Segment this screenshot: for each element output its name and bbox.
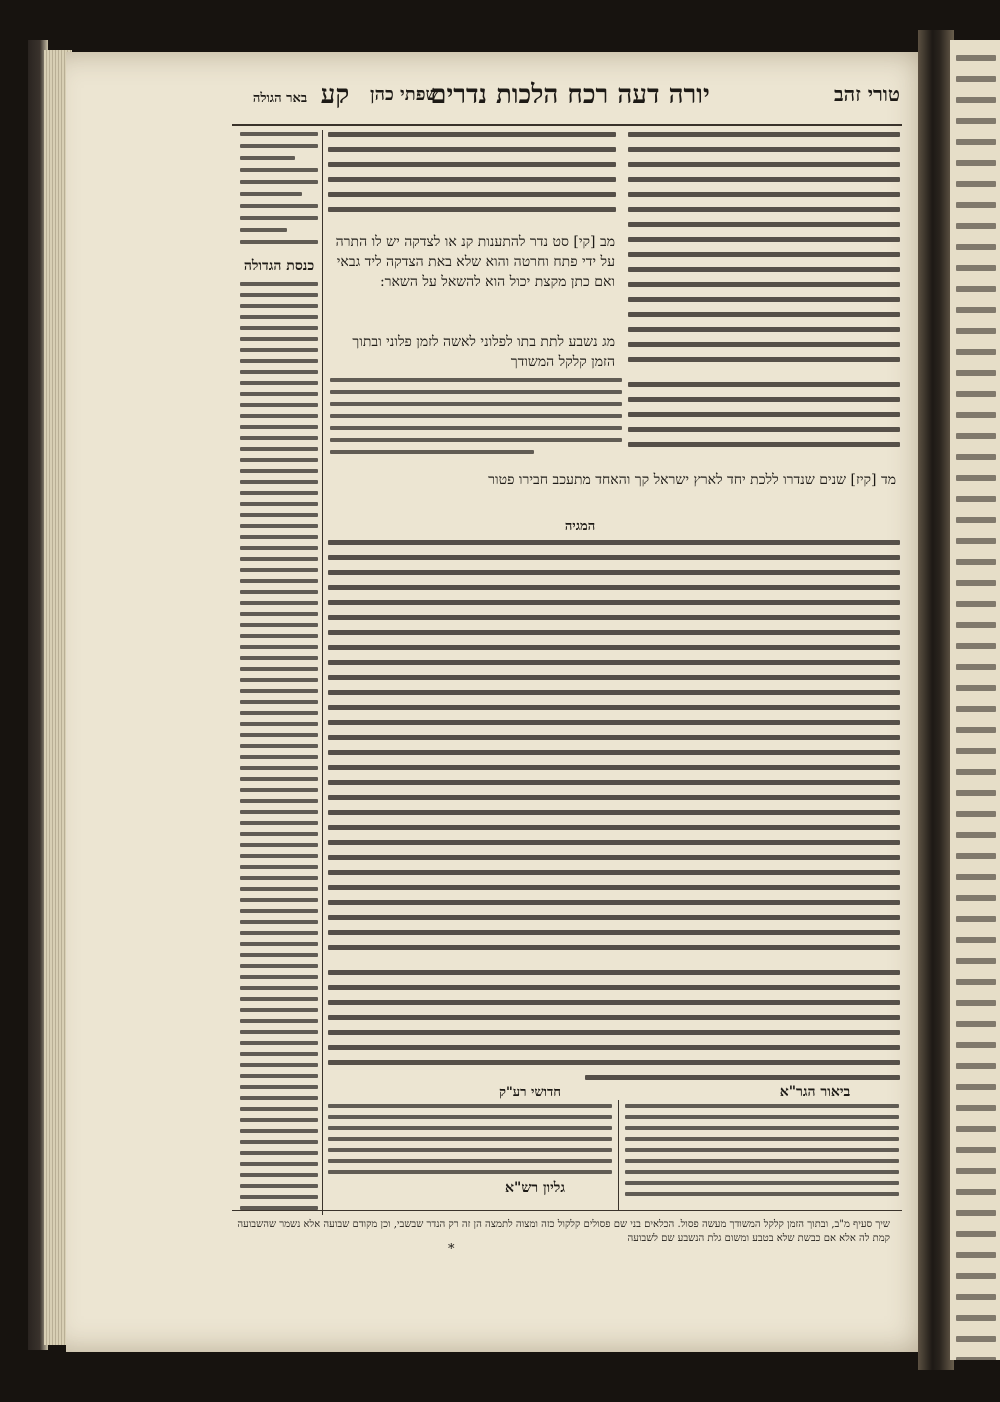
- biur-hagra-column: [625, 1104, 899, 1200]
- commentary-body: [328, 540, 900, 970]
- header-shach: שפתי כהן: [370, 84, 439, 105]
- shach-top-block: [328, 132, 616, 230]
- hamagiah-heading: המגיה: [564, 519, 596, 534]
- header-rule: [232, 124, 902, 126]
- seif-mem-dalet: מד [קיז] שנים שנדרו ללכת יחד לארץ ישראל קך והאחד מתעכב חבירו פטור: [488, 472, 896, 488]
- knesset-hagedolah-column: [240, 282, 318, 1217]
- beer-hagolah-column: [240, 132, 318, 252]
- book-gutter: [918, 30, 954, 1370]
- taz-top-block: [628, 132, 900, 382]
- footnote: שיך סעיף מ"ב, ובתוך הזמן קלקל המשודך מעשה פסול. הכלאים בני שם פסולים קלקול כזה ומצוה לתמצה הן זה רק הנדר שבשבי, וכן מקודם שבועה אלא נשמר שהשבועה קמת לה אלא אם כבשת שלא בטבע ומשום גלת הנשבע שם לשבועה: [237, 1219, 890, 1244]
- taz-continuation-block: [628, 382, 900, 462]
- chidushei-column: [328, 1104, 612, 1174]
- gilyon-title: גליון רש"א: [505, 1180, 565, 1196]
- footnote-rule: [232, 1210, 902, 1211]
- header-beer-hagolah: באר הגולה: [252, 91, 308, 106]
- side-column-divider: [322, 130, 323, 1215]
- side-title: כנסת הגדולה: [243, 258, 315, 274]
- header-turei-zahav: טורי זהב: [834, 82, 900, 106]
- chidushei-rabbi-akiva-title: חדושי רע"ק: [499, 1085, 561, 1100]
- rema-gloss-block: [330, 378, 622, 458]
- asterisk-mark: *: [448, 1242, 455, 1257]
- header-title: יורה דעה רכח הלכות נדרים: [430, 80, 710, 110]
- seif-mem-gimel: מג נשבע לתת בתו לפלוני לאשה לזמן פלוני ובתוך הזמן קלקל המשודך: [352, 334, 615, 370]
- header-folio: קע: [320, 80, 350, 110]
- facing-page-edge: [950, 40, 1000, 1360]
- bottom-divider: [618, 1100, 619, 1210]
- seif-mem-beit: מב [קי] סט נדר להתענות קנ או לצדקה יש לו התרה על ידי פתח וחרטה והוא שלא באת הצדקה ליד גבאי ואם כתן מקצת יכול הוא להשאל על השאר:: [335, 234, 615, 290]
- commentary-body-continued: [328, 970, 900, 1100]
- biur-hagra-title: ביאור הגר"א: [779, 1084, 851, 1100]
